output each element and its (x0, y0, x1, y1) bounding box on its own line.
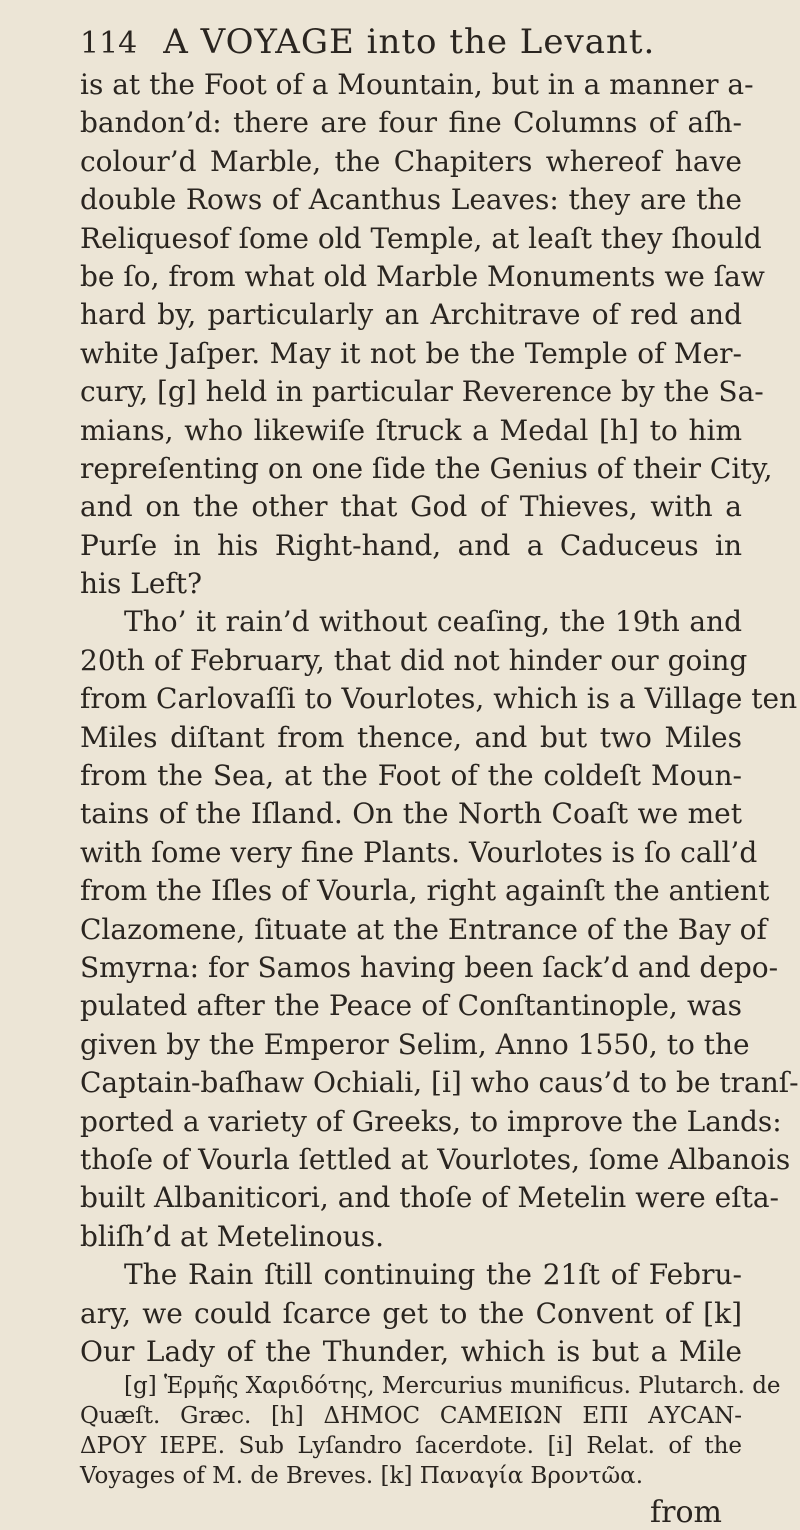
footnote-line: ΔΡΟΥ ΙΕΡΕ. Sub Lyſandro ſacerdote. [i] Relat. of the (80, 1433, 742, 1460)
text-line: mians, who likewiſe ſtruck a Medal [h] to him (80, 413, 742, 447)
text-line: ary, we could ſcarce get to the Convent of [k] (80, 1296, 742, 1330)
text-line: Purſe in his Right-hand, and a Caduceus in (80, 528, 742, 562)
text-line: bliſh’d at Metelinous. (80, 1219, 384, 1253)
text-line: colour’d Marble, the Chapiters whereof have (80, 144, 742, 178)
text-line: from Carlovaſſi to Vourlotes, which is a Village ten (80, 682, 798, 716)
text-line: white Jaſper. May it not be the Temple of Mer- (80, 336, 742, 370)
text-line: The Rain ſtill continuing the 21ſt of Febru- (124, 1258, 742, 1292)
text-line: Our Lady of the Thunder, which is but a Mile (80, 1334, 742, 1368)
text-line: cury, [g] held in particular Reverence by the Sa- (80, 375, 764, 409)
catchword: from (650, 1495, 722, 1530)
text-line: Smyrna: for Samos having been ſack’d and depo- (80, 950, 779, 984)
text-line: double Rows of Acanthus Leaves: they are the (80, 183, 742, 217)
text-line: Reliquesof ſome old Temple, at leaſt they ſhould (80, 221, 762, 255)
page-number: 114 (80, 26, 138, 61)
footnote-line: [g] Ἑρμῆς Χαριδότης, Mercurius munificus. Plutarch. de (124, 1373, 781, 1400)
text-line: from the Iſles of Vourla, right againſt the antient (80, 874, 770, 908)
footnote-line: Quæſt. Græc. [h] ΔΗΜΟC CΑΜΕΙΩΝ ΕΠΙ ΑΥCΑΝ- (80, 1403, 742, 1430)
text-line: Tho’ it rain’d without ceaſing, the 19th and (124, 605, 742, 639)
text-line: pulated after the Peace of Conſtantinople, was (80, 989, 742, 1023)
text-line: hard by, particularly an Architrave of red and (80, 298, 742, 332)
text-line: Captain-baſhaw Ochiali, [i] who caus’d to be tranſ- (80, 1066, 799, 1100)
body-text (80, 66, 799, 1371)
text-line: repreſenting on one ſide the Genius of their City, (80, 451, 773, 485)
running-head (80, 22, 742, 64)
text-line: and on the other that God of Thieves, with a (80, 490, 742, 524)
text-line: is at the Foot of a Mountain, but in a manner a- (80, 68, 754, 101)
text-line: his Left? (80, 567, 203, 601)
footnotes (80, 1371, 781, 1491)
text-line: tains of the Iſland. On the North Coaſt we met (80, 797, 742, 831)
text-line: bandon’d: there are four fine Columns of aſh- (80, 106, 742, 140)
footnote-line: Voyages of M. de Breves. [k] Παναγία Βροντῶα. (80, 1463, 644, 1490)
text-line: Miles diſtant from thence, and but two Miles (80, 720, 742, 754)
text-line: built Albaniticori, and thoſe of Metelin were eſta- (80, 1181, 779, 1215)
running-title: A VOYAGE into the Levant. (163, 22, 656, 62)
text-line: Clazomene, ſituate at the Entrance of the Bay of (80, 912, 767, 946)
text-line: given by the Emperor Selim, Anno 1550, to the (80, 1027, 750, 1061)
text-line: with ſome very fine Plants. Vourlotes is ſo call’d (80, 835, 758, 869)
text-line: thoſe of Vourla ſettled at Vourlotes, ſome Albanois (80, 1142, 791, 1176)
text-line: ported a variety of Greeks, to improve the Lands: (80, 1104, 782, 1138)
text-line: from the Sea, at the Foot of the coldeſt Moun- (80, 759, 742, 793)
text-line: 20th of February, that did not hinder our going (80, 643, 748, 677)
text-line: be ſo, from what old Marble Monuments we ſaw (80, 259, 765, 293)
